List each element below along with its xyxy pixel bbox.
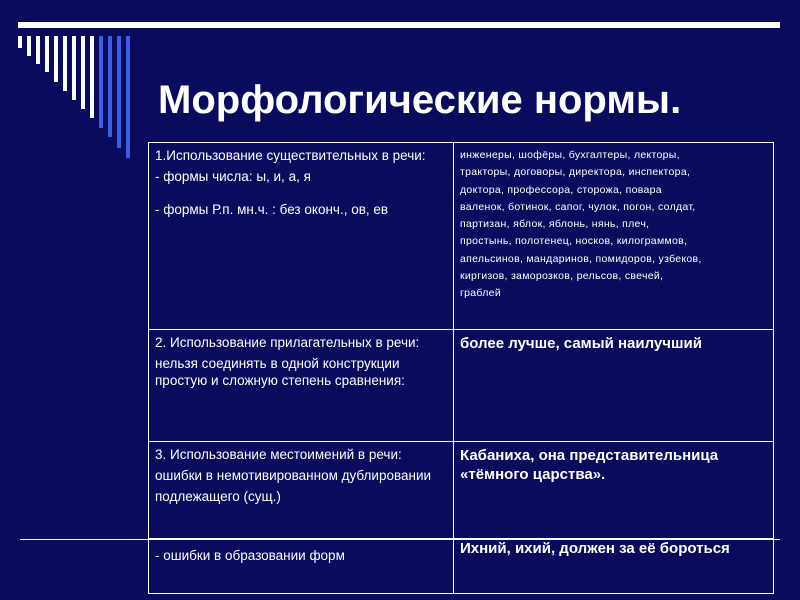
example-text: валенок, ботинок, сапог, чулок, погон, солдат, [460, 200, 696, 213]
stripe [27, 36, 31, 56]
stripe [81, 36, 85, 109]
forms-rule-cell [149, 539, 454, 594]
table-row [149, 442, 774, 539]
stripe [36, 36, 40, 64]
stripe [117, 36, 121, 148]
example-text: апельсинов, мандаринов, помидоров, узбеков, [460, 252, 702, 265]
example-text: киргизов, заморозков, рельсов, свечей, [460, 270, 664, 283]
example-text: Ихний, ихий, должен за её бороться [460, 540, 730, 557]
stripe [63, 36, 67, 91]
table-row [149, 143, 774, 330]
rule-text: подлежащего (сущ.) [155, 489, 281, 504]
stripe [45, 36, 49, 72]
forms-examples-cell [454, 539, 774, 594]
rule-text: - формы числа: ы, и, а, я [155, 169, 311, 184]
horizontal-rule [20, 539, 780, 540]
stripe [18, 36, 22, 48]
pronouns-examples-cell [454, 442, 774, 539]
example-text: тракторы, договоры, директора, инспектора, [460, 166, 691, 179]
example-text: доктора, профессора, сторожа, повара [460, 183, 662, 196]
example-text: простынь, полотенец, носков, килограммов, [460, 235, 688, 248]
rule-text: нельзя соединять в одной конструкции простую и сложную степень сравнения: [155, 356, 405, 388]
example-text: инженеры, шофёры, бухгалтеры, лекторы, [460, 149, 680, 161]
example-text: партизан, яблок, яблонь, нянь, плеч, [460, 218, 650, 231]
rule-text: 1.Использование существительных в речи: [155, 148, 426, 163]
rule-text: - формы Р.п. мн.ч. : без оконч., ов, ев [155, 202, 389, 217]
table-row [149, 539, 774, 594]
norms-table [148, 142, 774, 594]
example-text: граблей [460, 287, 501, 300]
table-row [149, 330, 774, 442]
nouns-examples-cell [454, 143, 774, 330]
slide-title: Морфологические нормы. [158, 78, 682, 122]
stripe [90, 36, 94, 118]
adjectives-examples-cell [454, 330, 774, 442]
stripe [99, 36, 103, 128]
stripe [54, 36, 58, 82]
stripe [108, 36, 112, 137]
nouns-rule-cell [149, 143, 454, 330]
rule-text: 2. Использование прилагательных в речи: [155, 335, 420, 350]
pronouns-rule-cell [149, 442, 454, 539]
example-text: Кабаниха, она представительница «тёмного царства». [460, 447, 719, 483]
rule-text: ошибки в немотивированном дублировании [155, 468, 432, 483]
adjectives-rule-cell [149, 330, 454, 442]
stripe [126, 36, 130, 158]
rule-text: 3. Использование местоимений в речи: [155, 447, 402, 462]
rule-text: - ошибки в образовании форм [155, 548, 345, 563]
top-rule [18, 22, 780, 28]
example-text: более лучше, самый наилучший [460, 335, 702, 352]
stripe [72, 36, 76, 100]
decorative-stripes [18, 36, 148, 166]
